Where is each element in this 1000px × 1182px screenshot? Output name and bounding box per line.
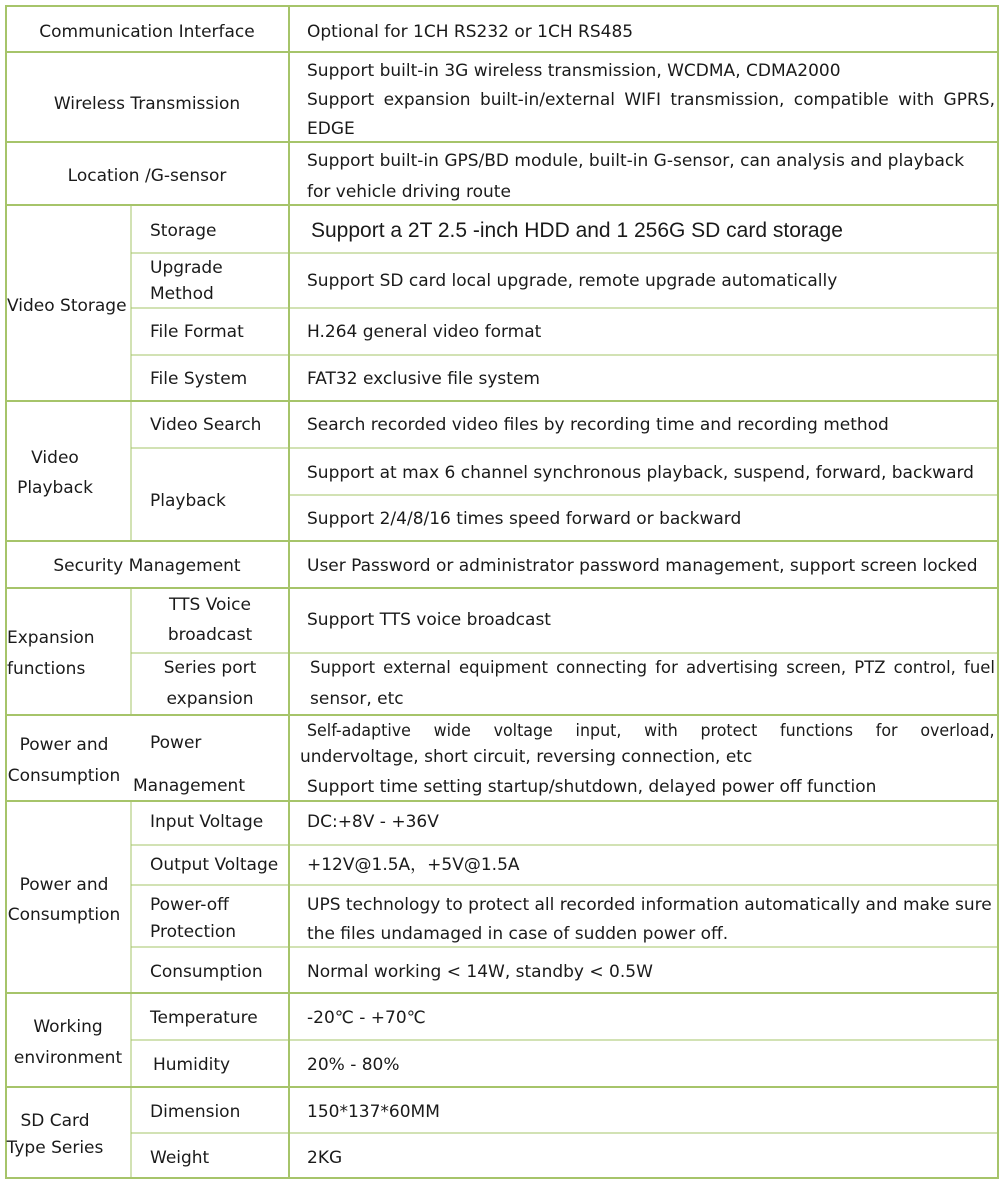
- video-storage-group: Video Storage: [7, 296, 127, 316]
- file-system-value: FAT32 exclusive file system: [307, 369, 540, 389]
- playback-value-1: Support at max 6 channel synchronous playback, suspend, forward, backward: [307, 463, 974, 483]
- power-off-label-1: Power-off: [150, 895, 229, 915]
- consumption-label: Consumption: [150, 962, 263, 982]
- location-value-2: for vehicle driving route: [307, 182, 511, 202]
- weight-label: Weight: [150, 1148, 210, 1168]
- location-label: Location /G-sensor: [67, 166, 227, 186]
- security-value: User Password or administrator password management, support screen locked: [307, 556, 978, 576]
- file-format-label: File Format: [150, 322, 244, 342]
- output-voltage-value: +12V@1.5A，+5V@1.5A: [307, 855, 520, 875]
- power-management-label-2: Management: [133, 776, 245, 796]
- expansion-group-2: functions: [7, 659, 86, 679]
- wireless-transmission-value-2: Support expansion built-in/external WIFI transmission, compatible with GPRS,: [307, 90, 995, 110]
- series-label-1: Series port: [163, 658, 257, 678]
- power-consumption-group-2: Consumption: [7, 905, 121, 925]
- environment-group-2: environment: [13, 1048, 123, 1068]
- power-off-value-2: the files undamaged in case of sudden power off.: [307, 924, 729, 944]
- file-format-value: H.264 general video format: [307, 322, 542, 342]
- power-management-value-3: Support time setting startup/shutdown, delayed power off function: [307, 777, 877, 797]
- power-management-group-2: Consumption: [7, 766, 121, 786]
- location-value-1: Support built-in GPS/BD module, built-in G-sensor, can analysis and playback: [307, 151, 965, 171]
- humidity-label: Humidity: [153, 1055, 231, 1075]
- upgrade-label-1: Upgrade: [150, 258, 223, 278]
- playback-label: Playback: [150, 491, 226, 511]
- video-search-label: Video Search: [150, 415, 262, 435]
- weight-value: 2KG: [307, 1148, 343, 1168]
- wireless-transmission-label: Wireless Transmission: [53, 94, 241, 114]
- sd-card-group-1: SD Card: [20, 1111, 90, 1131]
- upgrade-value: Support SD card local upgrade, remote upgrade automatically: [307, 271, 838, 291]
- temperature-label: Temperature: [150, 1008, 258, 1028]
- power-management-value-2: undervoltage, short circuit, reversing connection, etc: [300, 747, 753, 767]
- power-off-value-1: UPS technology to protect all recorded information automatically and make sure: [307, 895, 992, 915]
- power-management-group-1: Power and: [19, 735, 109, 755]
- security-label: Security Management: [53, 556, 241, 576]
- tts-value: Support TTS voice broadcast: [307, 610, 551, 630]
- series-value-1: Support external equipment connecting for advertising screen, PTZ control, fuel: [310, 658, 995, 678]
- power-off-label-2: Protection: [150, 922, 237, 942]
- temperature-value: -20℃ - +70℃: [307, 1008, 426, 1028]
- wireless-transmission-value-1: Support built-in 3G wireless transmission, WCDMA, CDMA2000: [307, 61, 841, 81]
- video-playback-group-2: Playback: [17, 478, 93, 498]
- communication-interface-value: Optional for 1CH RS232 or 1CH RS485: [307, 22, 634, 42]
- storage-value: Support a 2T 2.5 -inch HDD and 1 256G SD card storage: [311, 219, 843, 242]
- video-search-value: Search recorded video files by recording time and recording method: [307, 415, 889, 435]
- upgrade-label-2: Method: [150, 284, 214, 304]
- environment-group-1: Working: [33, 1017, 103, 1037]
- expansion-group-1: Expansion: [7, 628, 95, 648]
- humidity-value: 20% - 80%: [307, 1055, 400, 1075]
- dimension-value: 150*137*60MM: [307, 1102, 440, 1122]
- sd-card-group-2: Type Series: [6, 1138, 104, 1158]
- input-voltage-label: Input Voltage: [150, 812, 264, 832]
- communication-interface-label: Communication Interface: [39, 22, 255, 42]
- dimension-label: Dimension: [150, 1102, 241, 1122]
- consumption-value: Normal working < 14W, standby < 0.5W: [307, 962, 653, 982]
- output-voltage-label: Output Voltage: [150, 855, 279, 875]
- spec-table: [5, 5, 999, 1179]
- tts-label-1: TTS Voice: [169, 595, 251, 615]
- tts-label-2: broadcast: [167, 625, 253, 645]
- power-consumption-group-1: Power and: [19, 875, 109, 895]
- wireless-transmission-value-3: EDGE: [307, 119, 355, 139]
- storage-label: Storage: [150, 221, 217, 241]
- file-system-label: File System: [150, 369, 248, 389]
- series-value-2: sensor, etc: [310, 689, 404, 709]
- video-playback-group-1: Video: [31, 448, 79, 468]
- power-management-value-1: Self-adaptive wide voltage input, with protect functions for overload,: [307, 721, 995, 741]
- series-label-2: expansion: [166, 689, 254, 709]
- power-management-label-1: Power: [150, 733, 202, 753]
- playback-value-2: Support 2/4/8/16 times speed forward or backward: [307, 509, 742, 529]
- input-voltage-value: DC:+8V - +36V: [307, 812, 439, 832]
